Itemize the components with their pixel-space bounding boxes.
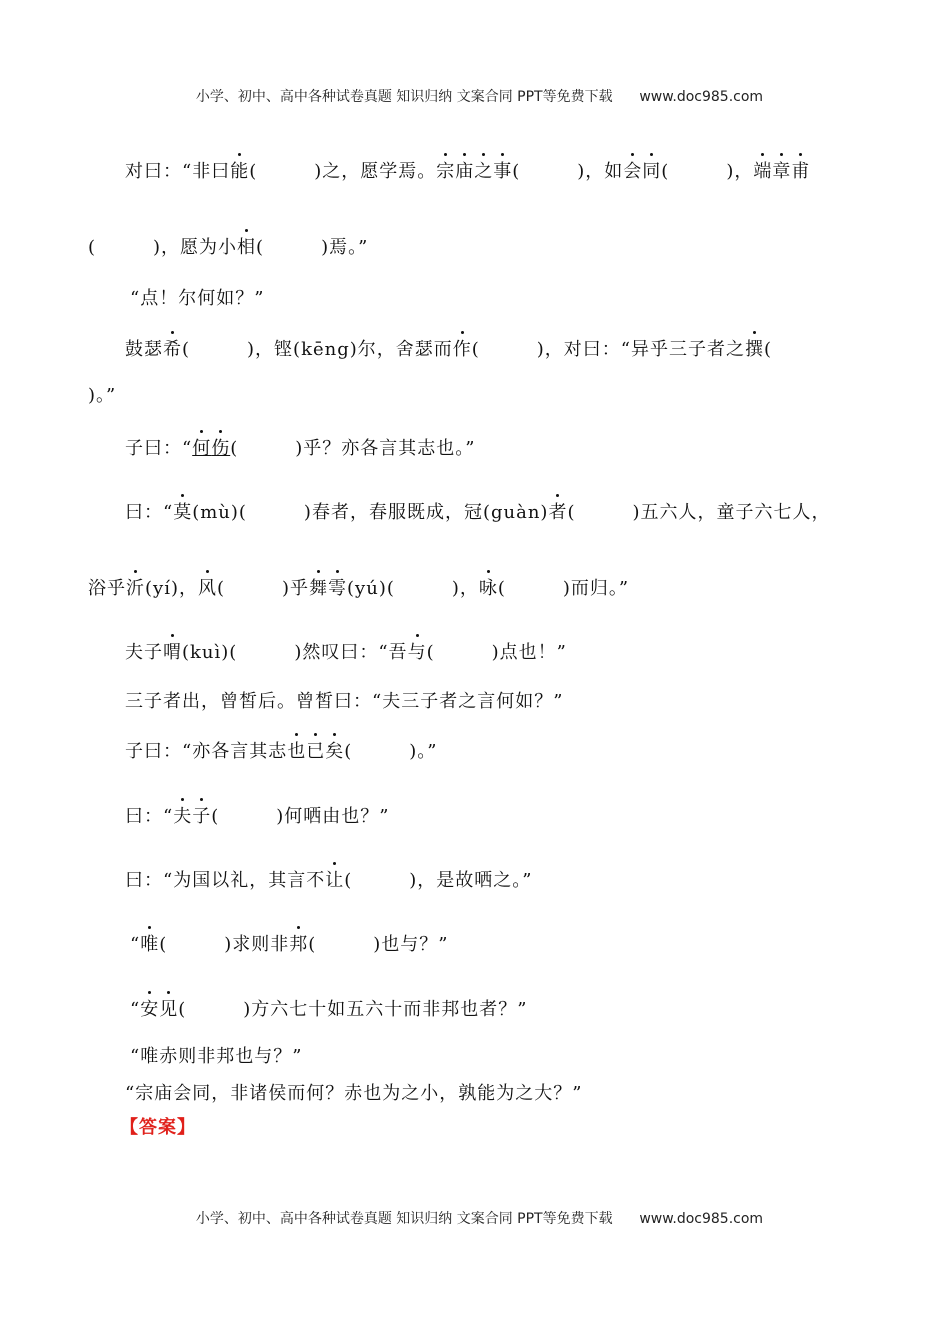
text-run: ( )乎？亦各言其志也。” xyxy=(230,438,476,459)
page-header xyxy=(0,70,950,106)
emphasized-char: 同 xyxy=(642,161,662,182)
text-run: ( )，对曰：“异乎三子者之 xyxy=(471,339,746,360)
text-run: ( )，铿(kēng)尔，舍瑟而 xyxy=(182,339,453,360)
text-line xyxy=(125,501,830,525)
text-run: ( )乎 xyxy=(216,578,310,599)
text-run: ( )也与？” xyxy=(308,934,449,955)
emphasized-char: 伤 xyxy=(211,438,231,459)
text-run: (kuì)( )然叹曰：“吾 xyxy=(182,642,408,663)
emphasized-char: 撰 xyxy=(745,339,765,360)
text-run: “宗庙会同，非诸侯而何？赤也为之小，孰能为之大？” xyxy=(125,1083,583,1104)
text-line xyxy=(125,805,389,829)
text-run: 曰：“为国以礼，其言不 xyxy=(125,870,326,891)
text-run: ( xyxy=(764,339,773,360)
emphasized-char: 章 xyxy=(772,161,792,182)
emphasized-char: 子 xyxy=(192,806,212,827)
footer-text: 小学、初中、高中各种试卷真题 知识归纳 文案合同 PPT等免费下载 xyxy=(195,1211,613,1227)
text-run: (yí)， xyxy=(145,578,198,599)
text-run: ( )之，愿学焉。 xyxy=(249,161,437,182)
text-run: ( )五六人，童子六七人， xyxy=(567,502,831,523)
emphasized-char: 希 xyxy=(163,339,182,360)
answer-heading: 【答案】 xyxy=(120,1117,196,1138)
header-text: 小学、初中、高中各种试卷真题 知识归纳 文案合同 PPT等免费下载 xyxy=(195,89,613,105)
emphasized-char: 见 xyxy=(159,999,179,1020)
emphasized-char: 事 xyxy=(493,161,513,182)
text-run: ( )而归。” xyxy=(497,578,630,599)
text-run: (mù)( )春者，春服既成，冠(guàn) xyxy=(192,502,549,523)
text-line xyxy=(125,160,810,184)
emphasized-char: 之 xyxy=(474,161,494,182)
text-line xyxy=(130,933,449,957)
text-line xyxy=(125,740,437,764)
text-run: 浴乎 xyxy=(88,578,126,599)
emphasized-char: 舞 xyxy=(309,578,329,599)
emphasized-char: 已 xyxy=(306,741,326,762)
text-line xyxy=(125,869,532,893)
text-run: (yú)( )， xyxy=(347,578,479,599)
emphasized-char: 宗 xyxy=(436,161,456,182)
emphasized-char: 作 xyxy=(452,339,472,360)
emphasized-char: 雩 xyxy=(328,578,348,599)
text-run: 曰：“ xyxy=(125,806,174,827)
emphasized-char: 安 xyxy=(140,999,160,1020)
text-run: “点！尔何如？” xyxy=(130,288,265,309)
text-run: ( )点也！” xyxy=(426,642,567,663)
emphasized-char: 相 xyxy=(237,237,257,258)
emphasized-char: 矣 xyxy=(325,741,345,762)
emphasized-char: 让 xyxy=(325,870,345,891)
text-line xyxy=(125,690,563,714)
emphasized-char: 风 xyxy=(197,578,217,599)
text-run: ( )，愿为小 xyxy=(88,237,238,258)
text-run: )。” xyxy=(88,385,117,406)
text-run: 夫子 xyxy=(125,642,163,663)
text-run: 对曰：“非曰 xyxy=(125,161,231,182)
header-url[interactable]: www.doc985.com xyxy=(639,89,764,105)
text-run: 鼓瑟 xyxy=(125,339,163,360)
emphasized-char: 也 xyxy=(287,741,307,762)
emphasized-char: 邦 xyxy=(289,934,309,955)
text-run: ( )，是故哂之。” xyxy=(344,870,533,891)
emphasized-char: 莫 xyxy=(173,502,193,523)
text-line xyxy=(125,641,567,665)
emphasized-char: 喟 xyxy=(163,642,182,663)
text-run: ( )何哂由也？” xyxy=(211,806,390,827)
text-run: ( )。” xyxy=(344,741,438,762)
text-run: “唯赤则非邦也与？” xyxy=(130,1046,303,1067)
text-run: 三子者出，曾皙后。曾皙曰：“夫三子者之言何如？” xyxy=(125,691,564,712)
text-line xyxy=(130,998,527,1022)
text-line xyxy=(130,1045,302,1069)
emphasized-char: 者 xyxy=(548,502,568,523)
page-footer xyxy=(0,1192,950,1228)
text-line xyxy=(125,437,475,461)
emphasized-char: 沂 xyxy=(126,578,145,599)
emphasized-char: 庙 xyxy=(455,161,475,182)
footer-url[interactable]: www.doc985.com xyxy=(639,1211,764,1227)
emphasized-char: 端 xyxy=(753,161,773,182)
text-run: 子曰：“亦各言其志 xyxy=(125,741,288,762)
emphasized-char: 唯 xyxy=(140,934,160,955)
text-run: 曰：“ xyxy=(125,502,174,523)
text-run: “ xyxy=(130,934,141,955)
emphasized-char: 夫 xyxy=(173,806,193,827)
emphasized-char: 甫 xyxy=(791,161,811,182)
text-run: ( )，如 xyxy=(512,161,624,182)
emphasized-char: 何 xyxy=(192,438,212,459)
emphasized-char: 能 xyxy=(230,161,250,182)
text-run: ( )求则非 xyxy=(159,934,290,955)
text-run: ( )， xyxy=(661,161,754,182)
text-run: ( )焉。” xyxy=(256,237,369,258)
text-run: 子曰：“ xyxy=(125,438,193,459)
text-line xyxy=(125,338,772,362)
text-line xyxy=(88,236,368,260)
emphasized-char: 咏 xyxy=(478,578,498,599)
text-line xyxy=(130,287,264,311)
text-run: ( )方六七十如五六十而非邦也者？” xyxy=(178,999,528,1020)
emphasized-char: 与 xyxy=(407,642,427,663)
text-line xyxy=(125,1082,582,1106)
text-line xyxy=(88,384,116,408)
emphasized-char: 会 xyxy=(623,161,643,182)
text-run: “ xyxy=(130,999,141,1020)
text-line xyxy=(88,577,629,601)
